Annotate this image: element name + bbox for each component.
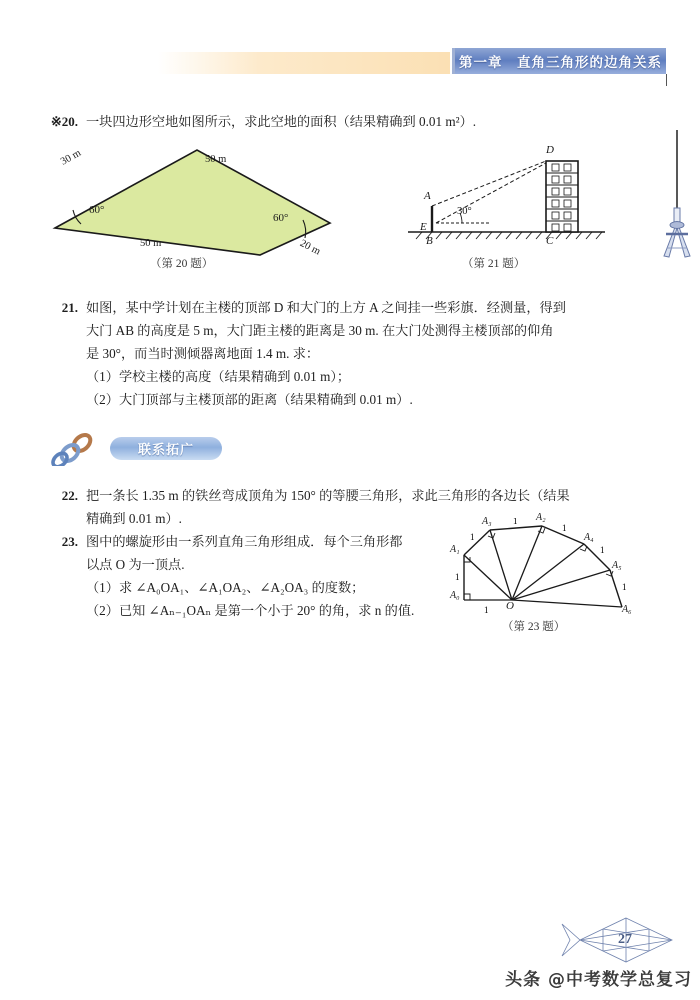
figure-21-caption: （第 21 题）	[462, 258, 526, 270]
figure-20-drawing	[45, 140, 345, 258]
figure-23-label-a0: A₀	[450, 590, 460, 601]
figure-23-label-a6: A₆	[622, 604, 632, 615]
problem-21-line-3: 是 30°，而当时测倾器离地面 1.4 m. 求：	[86, 346, 320, 361]
compass-icon-drawing	[655, 130, 699, 260]
figure-23-spokes	[464, 526, 622, 607]
figure-23-len-oa0: 1	[484, 605, 489, 615]
figure-23-len-a4a5: 1	[600, 545, 605, 555]
figure-20-label-bottom-side: 50 m	[140, 238, 162, 249]
figure-23-label-a5: A₅	[612, 560, 622, 571]
problem-23-line-1: 图中的螺旋形由一系列直角三角形组成．每个三角形都	[86, 534, 403, 549]
section-badge-label: 联系拓广	[137, 443, 194, 458]
section-badge-pill	[110, 437, 222, 460]
problem-22-number: 22.	[61, 488, 78, 503]
figure-23	[450, 512, 650, 640]
figure-21-label-c: C	[546, 235, 554, 247]
figure-21	[400, 140, 645, 275]
sight-line-instrument	[436, 163, 546, 223]
figure-23-label-a4: A₄	[584, 532, 594, 543]
figure-23-caption: （第 23 题）	[502, 621, 566, 633]
problem-21-line-1: 如图，某中学计划在主楼的顶部 D 和大门的上方 A 之间挂一些彩旗．经测量，得到	[86, 300, 566, 315]
problem-23-body	[86, 530, 454, 622]
sight-line-ad	[432, 161, 546, 206]
chain-link-icon	[48, 432, 106, 466]
problem-23-number: 23.	[61, 534, 78, 549]
chapter-title-tab	[452, 48, 666, 74]
header-vertical-rule	[666, 74, 667, 86]
page-number: 27	[618, 932, 632, 947]
problem-21	[34, 296, 674, 411]
figure-23-label-a3: A₃	[482, 516, 492, 527]
page-header	[0, 48, 700, 78]
problem-23-line-2: 以点 O 为一顶点.	[86, 557, 185, 572]
figure-23-len-a2a3: 1	[513, 518, 518, 526]
figure-21-drawing	[400, 140, 645, 258]
figure-23-label-o: O	[506, 600, 514, 612]
quadrilateral-shape	[55, 147, 330, 258]
figure-20-label-left-side: 30 m	[59, 147, 83, 168]
figure-20-label-top-side: 50 m	[205, 154, 227, 165]
figure-23-len-a3a4: 1	[562, 523, 567, 533]
problem-21-body	[86, 296, 674, 411]
figure-21-label-angle: 30°	[457, 206, 472, 217]
figure-20-label-right-side: 20 m	[298, 238, 322, 258]
watermark: 头条 @中考数学总复习	[505, 969, 692, 990]
problem-21-number: 21.	[61, 300, 78, 315]
figure-20-caption: （第 20 题）	[150, 258, 214, 270]
figure-21-label-a: A	[424, 190, 431, 202]
figure-23-len-a0a1: 1	[455, 572, 460, 582]
figure-21-label-e: E	[420, 221, 427, 233]
figure-23-len-a5a6: 1	[622, 582, 627, 592]
problem-21-line-2: 大门 AB 的高度是 5 m，大门距主楼的距离是 30 m. 在大门处测得主楼顶部的仰角	[86, 323, 554, 338]
figure-23-label-a1: A₁	[450, 544, 460, 555]
ground-hatching	[416, 232, 602, 239]
figure-20	[45, 140, 345, 275]
figure-23-len-a1a2: 1	[470, 532, 475, 542]
figure-20-label-right-angle: 60°	[273, 212, 289, 224]
problem-20-number: ※20.	[50, 114, 78, 129]
figure-21-label-b: B	[426, 235, 433, 247]
problem-22-line-1: 把一条长 1.35 m 的铁丝弯成顶角为 150° 的等腰三角形，求此三角形的各边长（结果	[86, 488, 570, 503]
section-badge	[48, 432, 268, 466]
chapter-title-label: 第一章 直角三角形的边角关系	[459, 55, 662, 71]
figure-23-outer-chain	[464, 526, 622, 607]
problem-21-line-5: （2）大门顶部与主楼顶部的距离（结果精确到 0.01 m）.	[86, 392, 413, 407]
compass-icon	[655, 130, 699, 260]
problem-21-line-4: （1）学校主楼的高度（结果精确到 0.01 m）；	[86, 369, 351, 384]
problem-20-line-1: 一块四边形空地如图所示，求此空地的面积（结果精确到 0.01 m²）.	[86, 114, 477, 129]
problem-22-line-2: 精确到 0.01 m）.	[86, 511, 182, 526]
figure-20-label-left-angle: 60°	[89, 204, 105, 216]
figure-23-label-a2: A₂	[536, 512, 546, 523]
problem-20-body	[86, 110, 654, 133]
problem-20	[34, 110, 654, 133]
problem-23-line-4: （2）已知 ∠Aₙ₋₁OAₙ 是第一个小于 20° 的角，求 n 的值.	[86, 603, 415, 618]
figure-21-label-d: D	[546, 144, 554, 156]
header-gradient-bar	[158, 52, 450, 74]
problem-23	[34, 530, 454, 622]
problem-23-line-3: （1）求 ∠A₀OA₁、∠A₁OA₂、∠A₂OA₃ 的度数；	[86, 580, 365, 595]
